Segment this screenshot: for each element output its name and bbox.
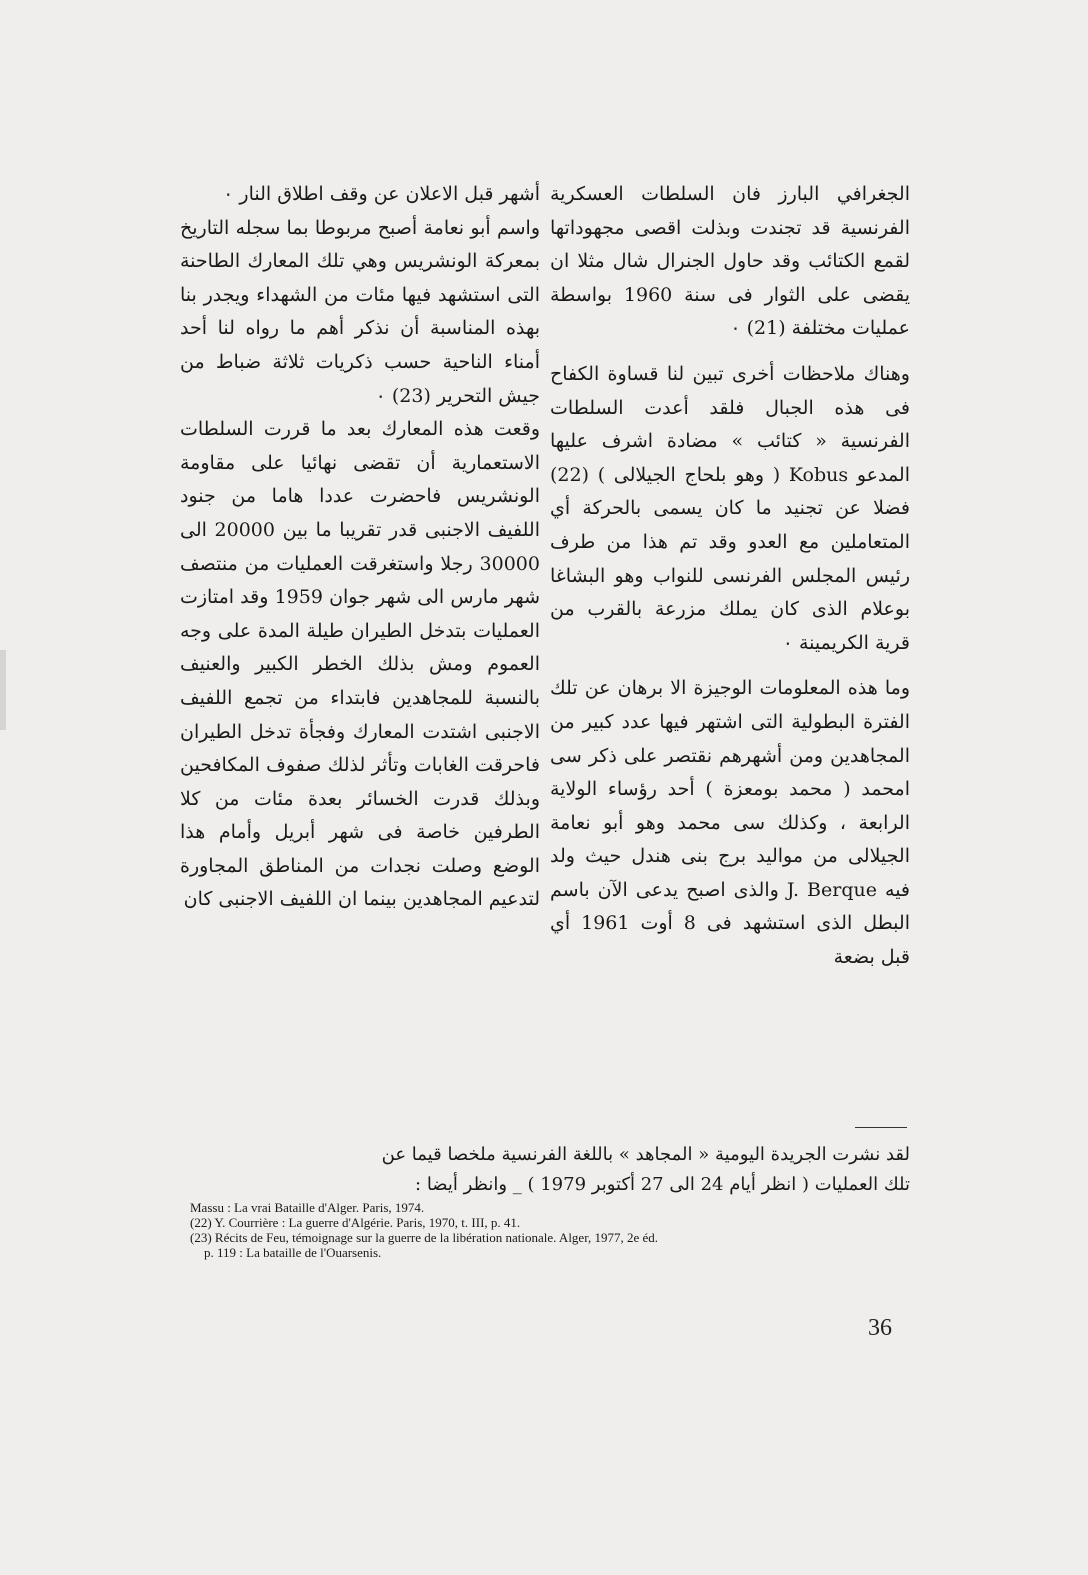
arabic-footnote-line-1: لقد نشرت الجريدة اليومية « المجاهد » باللغة الفرنسية ملخصا قيما عن: [381, 1144, 910, 1165]
footnote-23: (23) Récits de Feu, témoignage sur la guerre de la libération nationale. Alger, 1977, 2e éd.: [190, 1230, 659, 1245]
right-paragraph-2: وهناك ملاحظات أخرى تبين لنا قساوة الكفاح فى هذه الجبال فلقد أعدت السلطات الفرنسية « كتائب » مضادة اشرف عليها المدعو Kobus ( وهو بلحاج الجيلالى ) (22) فضلا عن تجنيد ما كان يسمى بالحركة أي المتعاملين مع العدو وقد تم هذا من طرف رئيس المجلس الفرنسى للنواب وهو البشاغا بوعلام الذى كان يملك مزرعة بالقرب من قرية الكريمينة ٠: [550, 362, 910, 654]
footnote-22: (22) Y. Courrière : La guerre d'Algérie. Paris, 1970, t. III, p. 41.: [190, 1215, 521, 1230]
right-text-column: [550, 178, 910, 975]
right-paragraph-1: الجغرافي البارز فان السلطات العسكرية الفرنسية قد تجندت وبذلت اقصى مجهوداتها لقمع الكتائب وقد حاول الجنرال شال مثلا ان يقضى على الثوار فى سنة 1960 بواسطة عمليات مختلفة (21) ٠: [550, 183, 910, 340]
right-paragraph-3: وما هذه المعلومات الوجيزة الا برهان عن تلك الفترة البطولية التى اشتهر فيها عدد كبير من المجاهدين ومن أشهرهم نقتصر على ذكر سى امحمد ( محمد بومعزة ) أحد رؤساء الولاية الرابعة ، وكذلك سى محمد وهو أبو نعامة الجيلالى من مواليد برج بنى هندل حيث ولد فيه J. Berque والذى اصبح يدعى الآن باسم البطل الذى استشهد فى 8 أوت 1961 أي قبل بضعة: [550, 677, 911, 969]
left-paragraph-1: أشهر قبل الاعلان عن وقف اطلاق النار ٠: [223, 183, 540, 205]
left-text-column: [180, 178, 540, 917]
arabic-footnote-line-2: تلك العمليات ( انظر أيام 24 الى 27 أكتوبر 1979 ) _ وانظر أيضا :: [415, 1174, 910, 1195]
scan-edge-shadow: [0, 650, 6, 730]
footnote-23-continued: p. 119 : La bataille de l'Ouarsenis.: [204, 1245, 382, 1260]
french-footnotes: [190, 1200, 920, 1260]
arabic-footnote: [185, 1140, 910, 1200]
left-paragraph-3: وقعت هذه المعارك بعد ما قررت السلطات الاستعمارية أن تقضى نهائيا على مقاومة الونشريس فاحضرت عددا هاما من جنود اللفيف الاجنبى قدر تقريبا ما بين 20000 الى 30000 رجلا واستغرقت العمليات من منتصف شهر مارس الى شهر جوان 1959 وقد امتازت العمليات بتدخل الطيران طيلة المدة على وجه العموم ومش بذلك الخطر الكبير والعنيف بالنسبة للمجاهدين فابتداء من تجمع اللفيف الاجنبى اشتدت المعارك وفجأة تدخل الطيران فاحرقت الغابات وتأثر لذلك صفوف المكافحين وبذلك قدرت الخسائر بعدة مئات من كلا الطرفين خاصة فى شهر أبريل وأمام هذا الوضع وصلت نجدات من المناطق المجاورة لتدعيم المجاهدين بينما ان اللفيف الاجنبى كان: [180, 418, 540, 911]
page-number: 36: [868, 1315, 892, 1341]
footnote-separator: [855, 1127, 907, 1128]
left-paragraph-2: واسم أبو نعامة أصبح مربوطا بما سجله التاريخ بمعركة الونشريس وهي تلك المعارك الطاحنة التى استشهد فيها مئات من الشهداء ويجدر بنا بهذه المناسبة أن نذكر أهم ما رواه لنا أحد أمناء الناحية حسب ذكريات ثلاثة ضباط من جيش التحرير (23) ٠: [180, 216, 540, 407]
footnote-massu: Massu : La vrai Bataille d'Alger. Paris, 1974.: [190, 1200, 425, 1215]
